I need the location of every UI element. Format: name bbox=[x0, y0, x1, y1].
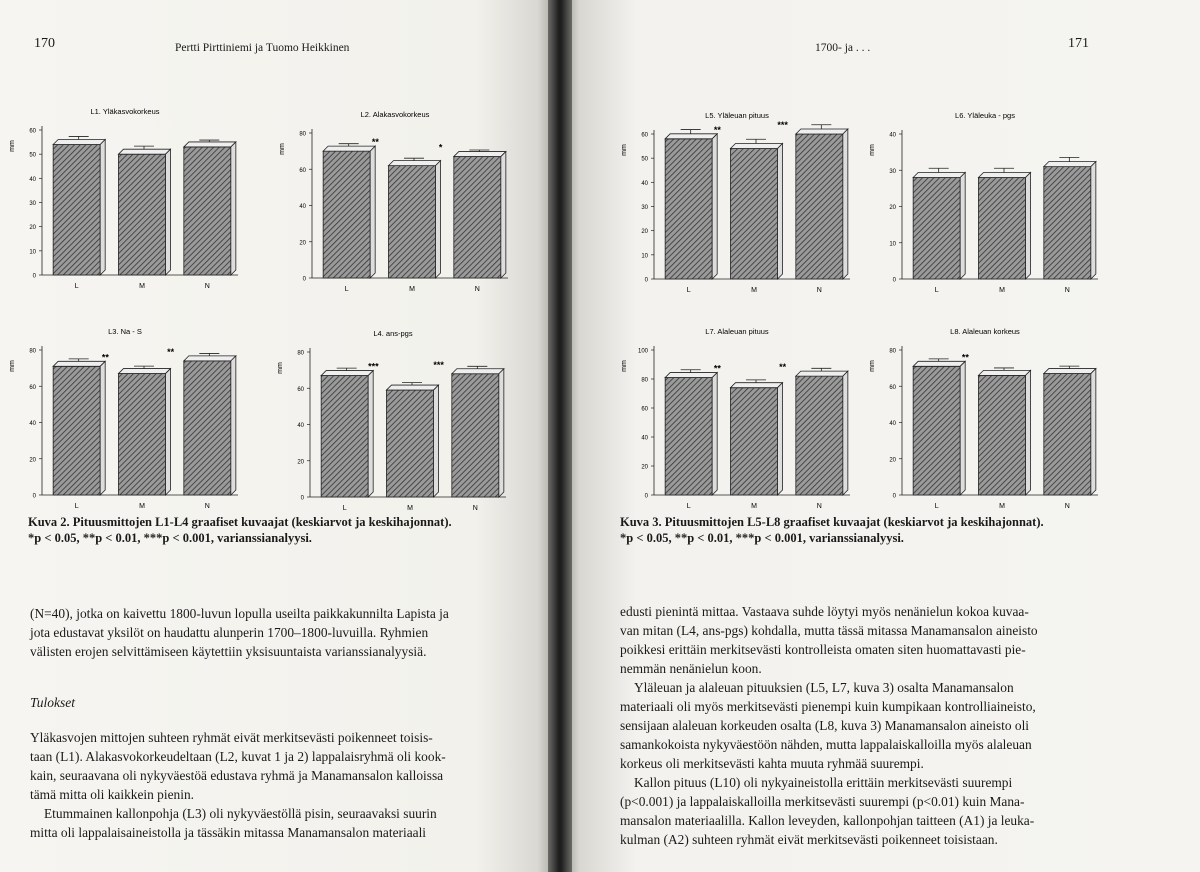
x-tick-label: M bbox=[139, 283, 145, 290]
text-line: jota edustavat yksilöt on haudattu alunperin 1700–1800-luvuilla. Ryhmien bbox=[30, 625, 429, 640]
bar-side bbox=[712, 134, 717, 279]
y-tick-label: 40 bbox=[299, 204, 306, 210]
bar bbox=[665, 378, 712, 495]
bar-side bbox=[368, 371, 373, 497]
y-axis-label: mm bbox=[279, 143, 286, 155]
bar-side bbox=[1091, 369, 1096, 495]
bar-side bbox=[501, 152, 506, 278]
y-tick-label: 0 bbox=[300, 495, 304, 502]
bar-chart bbox=[860, 320, 1110, 515]
x-tick-label: L bbox=[686, 503, 691, 510]
bar-top bbox=[184, 142, 236, 147]
bar-top bbox=[730, 383, 782, 388]
bar-chart bbox=[860, 104, 1110, 299]
bar bbox=[796, 134, 843, 279]
bar bbox=[730, 149, 777, 280]
bar-side bbox=[499, 369, 504, 497]
significance-marker: *** bbox=[777, 120, 788, 130]
bar-top bbox=[978, 173, 1030, 178]
bar bbox=[913, 366, 960, 495]
text-line: Etummainen kallonpohja (L3) oli nykyväestöllä pisin, seuraavaksi suurin bbox=[44, 806, 437, 821]
bar-top bbox=[321, 371, 373, 376]
y-tick-label: 20 bbox=[29, 225, 36, 232]
bar-top bbox=[796, 129, 848, 134]
chart-l1 bbox=[0, 100, 250, 295]
bar-side bbox=[166, 149, 171, 275]
text-line: samankokoista nykyväestöön nähden, mutta lappalaiskalloilla myös alaleuan bbox=[620, 737, 1032, 752]
bar-side bbox=[843, 129, 848, 279]
y-tick-label: 20 bbox=[641, 464, 648, 471]
y-tick-label: 40 bbox=[641, 435, 648, 442]
x-tick-label: N bbox=[204, 283, 210, 290]
chart-title: L3. Na - S bbox=[108, 327, 142, 336]
bar-side bbox=[1091, 162, 1096, 279]
bar-side bbox=[231, 356, 236, 495]
y-tick-label: 20 bbox=[29, 457, 36, 464]
y-axis-label: mm bbox=[9, 140, 16, 152]
significance-marker: ** bbox=[371, 137, 379, 148]
y-tick-label: 60 bbox=[641, 132, 648, 139]
x-tick-label: L bbox=[934, 503, 939, 510]
chart-l8 bbox=[860, 320, 1110, 515]
bar-side bbox=[100, 361, 105, 495]
bar bbox=[184, 147, 231, 275]
chart-title: L6. Yläleuka - pgs bbox=[955, 111, 1015, 120]
x-tick-label: L bbox=[74, 283, 79, 290]
x-tick-label: N bbox=[1064, 503, 1070, 510]
y-tick-label: 10 bbox=[889, 241, 896, 248]
y-tick-label: 100 bbox=[637, 348, 648, 355]
chart-l7 bbox=[612, 320, 862, 515]
bar-side bbox=[712, 373, 717, 495]
significance-marker: *** bbox=[433, 359, 444, 370]
bar bbox=[53, 145, 100, 276]
bar bbox=[730, 388, 777, 495]
text-line: sensijaan alaleuan korkeuden osalta (L8, kuva 3) Manamansalon aineisto oli bbox=[620, 718, 1030, 733]
chart-title: L8. Alaleuan korkeus bbox=[950, 327, 1020, 336]
bar bbox=[978, 178, 1025, 280]
x-tick-label: N bbox=[472, 505, 478, 512]
bar-side bbox=[1026, 173, 1031, 280]
bar-top bbox=[730, 144, 782, 149]
y-axis-label: mm bbox=[621, 144, 628, 156]
bar bbox=[454, 157, 501, 278]
caption-line: Kuva 2. Pituusmittojen L1-L4 graafiset kuvaajat (keskiarvot ja keskihajonnat). bbox=[28, 515, 452, 529]
y-axis-label: mm bbox=[277, 362, 284, 374]
y-tick-label: 80 bbox=[297, 350, 304, 357]
text-line: korkeus oli merkitsevästi kahta muuta ryhmää suurempi. bbox=[620, 756, 924, 771]
bar-top bbox=[118, 369, 170, 374]
text-line: Yläkasvojen mittojen suhteen ryhmät eivät merkitsevästi poikenneet toisis- bbox=[30, 730, 433, 745]
bar-side bbox=[436, 161, 441, 278]
bar-side bbox=[778, 383, 783, 495]
bar-chart bbox=[270, 103, 520, 298]
text-line: (N=40), jotka on kaivettu 1800-luvun lopulla useilta paikkakunnilta Lapista ja bbox=[30, 606, 449, 621]
y-tick-label: 10 bbox=[641, 253, 648, 260]
y-tick-label: 80 bbox=[29, 348, 36, 355]
y-tick-label: 0 bbox=[644, 493, 648, 500]
y-tick-label: 60 bbox=[29, 128, 36, 135]
bar-chart bbox=[612, 104, 862, 299]
bar-side bbox=[778, 144, 783, 280]
y-tick-label: 0 bbox=[32, 493, 36, 500]
text-line: nemmän nenänielun koon. bbox=[620, 661, 762, 676]
bar-chart bbox=[268, 322, 518, 517]
bar-top bbox=[53, 140, 105, 145]
paragraph-right bbox=[620, 602, 1038, 849]
y-tick-label: 20 bbox=[889, 457, 896, 464]
significance-marker: ** bbox=[713, 124, 721, 135]
y-tick-label: 0 bbox=[644, 277, 648, 284]
x-tick-label: N bbox=[816, 503, 822, 510]
y-tick-label: 50 bbox=[641, 156, 648, 163]
y-tick-label: 0 bbox=[32, 273, 36, 280]
bar bbox=[388, 166, 435, 278]
y-tick-label: 60 bbox=[299, 167, 306, 174]
bar-chart bbox=[0, 100, 250, 295]
y-tick-label: 60 bbox=[641, 406, 648, 413]
left-page bbox=[0, 0, 560, 872]
y-tick-label: 60 bbox=[297, 386, 304, 393]
bar bbox=[53, 366, 100, 495]
y-tick-label: 30 bbox=[29, 201, 36, 207]
bar-side bbox=[434, 385, 439, 497]
y-tick-label: 0 bbox=[302, 276, 306, 283]
bar-side bbox=[960, 173, 965, 280]
bar bbox=[118, 374, 165, 495]
bar-top bbox=[978, 370, 1030, 375]
x-tick-label: M bbox=[139, 503, 145, 510]
y-tick-label: 30 bbox=[889, 168, 896, 175]
x-tick-label: N bbox=[204, 503, 210, 510]
x-tick-label: L bbox=[344, 286, 349, 293]
x-tick-label: M bbox=[751, 287, 757, 294]
bar bbox=[323, 151, 370, 278]
bar-top bbox=[53, 361, 105, 366]
bar-top bbox=[1044, 162, 1096, 167]
bar bbox=[452, 374, 499, 497]
x-tick-label: M bbox=[751, 503, 757, 510]
bar bbox=[321, 376, 368, 497]
bar-side bbox=[1026, 370, 1031, 495]
y-tick-label: 40 bbox=[29, 421, 36, 427]
text-line: Kallon pituus (L10) oli nykyaineistolla erittäin merkitsevästi suurempi bbox=[634, 775, 1013, 790]
y-axis-label: mm bbox=[9, 360, 16, 372]
y-tick-label: 40 bbox=[641, 180, 648, 187]
text-line: materiaali oli myös merkitsevästi pienempi kuin kumpikaan kontrolliaineisto, bbox=[620, 699, 1036, 714]
bar-side bbox=[370, 146, 375, 278]
bar bbox=[1044, 374, 1091, 495]
y-axis-label: mm bbox=[621, 360, 628, 372]
caption-line: Kuva 3. Pituusmittojen L5-L8 graafiset kuvaajat (keskiarvot ja keskihajonnat). bbox=[620, 515, 1044, 529]
x-tick-label: L bbox=[686, 287, 691, 294]
bar bbox=[386, 390, 433, 497]
text-line: tämä mitta oli kaikkein pienin. bbox=[30, 787, 194, 802]
significance-marker: ** bbox=[101, 352, 109, 363]
bar-side bbox=[960, 361, 965, 495]
bar-chart bbox=[0, 320, 250, 515]
paragraph-left-2 bbox=[30, 728, 446, 842]
running-head-right: 1700- ja . . . bbox=[815, 42, 871, 54]
significance-marker: ** bbox=[713, 363, 721, 374]
text-line: välisten erojen selvittämiseen käytettiin yksisuuntaista varianssianalyysiä. bbox=[30, 644, 427, 659]
y-tick-label: 20 bbox=[641, 229, 648, 236]
text-line: Yläleuan ja alaleuan pituuksien (L5, L7, kuva 3) osalta Manamansalon bbox=[634, 680, 1014, 695]
bar-top bbox=[454, 152, 506, 157]
text-line: mansalon materiaalilla. Kallon leveyden, kallonpohjan taitteen (A1) ja leuka- bbox=[620, 813, 1035, 828]
text-line: taan (L1). Alakasvokorkeudeltaan (L2, kuvat 1 ja 2) lappalaisryhmä oli kook- bbox=[30, 749, 446, 764]
right-page bbox=[560, 0, 1200, 872]
chart-title: L5. Yläleuan pituus bbox=[705, 111, 769, 120]
text-line: mitta oli lappalaisaineistolla ja tässäkin mitassa Manamansalon materiaali bbox=[30, 825, 427, 840]
x-tick-label: L bbox=[934, 287, 939, 294]
y-tick-label: 20 bbox=[889, 205, 896, 211]
x-tick-label: L bbox=[74, 503, 79, 510]
figure-caption-left bbox=[28, 514, 452, 546]
book-spine bbox=[548, 0, 572, 872]
y-axis-label: mm bbox=[869, 144, 876, 156]
bar-side bbox=[843, 371, 848, 495]
y-tick-label: 40 bbox=[889, 132, 896, 139]
bar-top bbox=[1044, 369, 1096, 374]
text-line: poikkesi erittäin merkitsevästi kontrolleista omaten siten huomattavasti pie- bbox=[620, 642, 1026, 657]
section-heading: Tulokset bbox=[30, 695, 76, 710]
paragraph-left-1 bbox=[30, 604, 449, 661]
bar-top bbox=[913, 361, 965, 366]
significance-marker: ** bbox=[779, 362, 787, 373]
y-tick-label: 20 bbox=[297, 459, 304, 466]
bar bbox=[665, 139, 712, 279]
x-tick-label: N bbox=[1064, 287, 1070, 294]
chart-l4 bbox=[268, 322, 518, 517]
significance-marker: ** bbox=[961, 352, 969, 363]
y-tick-label: 50 bbox=[29, 152, 36, 159]
y-tick-label: 60 bbox=[889, 384, 896, 391]
significance-marker: * bbox=[438, 142, 443, 153]
y-tick-label: 40 bbox=[889, 421, 896, 427]
chart-title: L1. Yläkasvokorkeus bbox=[90, 107, 160, 116]
chart-title: L7. Alaleuan pituus bbox=[705, 327, 769, 336]
text-line: kain, seuraavana oli nykyväestöä edustava ryhmä ja Manamansalon kalloissa bbox=[30, 768, 444, 783]
chart-l6 bbox=[860, 104, 1110, 299]
x-tick-label: M bbox=[999, 287, 1005, 294]
bar-side bbox=[100, 140, 105, 276]
x-tick-label: L bbox=[342, 505, 347, 512]
text-line: kulman (A2) suhteen ryhmät eivät merkitsevästi poikenneet toisistaan. bbox=[620, 832, 998, 847]
chart-l3 bbox=[0, 320, 250, 515]
y-tick-label: 20 bbox=[299, 240, 306, 247]
y-axis-label: mm bbox=[869, 360, 876, 372]
x-tick-label: N bbox=[474, 286, 480, 293]
bar bbox=[978, 375, 1025, 495]
bar-top bbox=[452, 369, 504, 374]
y-tick-label: 40 bbox=[29, 176, 36, 183]
significance-marker: *** bbox=[368, 361, 379, 372]
bar-side bbox=[231, 142, 236, 275]
running-head-left: Pertti Pirttiniemi ja Tuomo Heikkinen bbox=[175, 42, 350, 54]
bar bbox=[184, 361, 231, 495]
bar-top bbox=[388, 161, 440, 166]
bar-top bbox=[118, 149, 170, 154]
y-tick-label: 40 bbox=[297, 423, 304, 429]
y-tick-label: 80 bbox=[299, 131, 306, 138]
caption-line: *p < 0.05, **p < 0.01, ***p < 0.001, varianssianalyysi. bbox=[28, 531, 312, 545]
bar-top bbox=[665, 134, 717, 139]
figure-caption-right bbox=[620, 514, 1044, 546]
text-line: (p<0.001) ja lappalaiskalloilla merkitsevästi suurempi (p<0.01) kuin Mana- bbox=[620, 794, 1025, 809]
chart-title: L2. Alakasvokorkeus bbox=[360, 110, 430, 119]
bar-top bbox=[184, 356, 236, 361]
bar-side bbox=[166, 369, 171, 495]
y-tick-label: 80 bbox=[641, 377, 648, 384]
bar-top bbox=[796, 371, 848, 376]
page-number-left: 170 bbox=[34, 36, 55, 51]
x-tick-label: M bbox=[407, 505, 413, 512]
x-tick-label: N bbox=[816, 287, 822, 294]
chart-title: L4. ans-pgs bbox=[373, 329, 413, 338]
chart-l2 bbox=[270, 103, 520, 298]
bar-top bbox=[386, 385, 438, 390]
y-tick-label: 60 bbox=[29, 384, 36, 391]
x-tick-label: M bbox=[409, 286, 415, 293]
chart-l5 bbox=[612, 104, 862, 299]
y-tick-label: 30 bbox=[641, 205, 648, 211]
y-tick-label: 80 bbox=[889, 348, 896, 355]
bar-chart bbox=[612, 320, 862, 515]
bar bbox=[118, 154, 165, 275]
significance-marker: ** bbox=[167, 346, 175, 357]
bar-top bbox=[323, 146, 375, 151]
bar bbox=[913, 178, 960, 280]
bar-top bbox=[665, 373, 717, 378]
x-tick-label: M bbox=[999, 503, 1005, 510]
caption-line: *p < 0.05, **p < 0.01, ***p < 0.001, varianssianalyysi. bbox=[620, 531, 904, 545]
bar bbox=[796, 376, 843, 495]
text-line: edusti pienintä mittaa. Vastaava suhde löytyi myös nenänielun kokoa kuvaa- bbox=[620, 604, 1029, 619]
y-tick-label: 0 bbox=[892, 493, 896, 500]
text-line: van mitan (L4, ans-pgs) kohdalla, mutta tässä mitassa Manamansalon aineisto bbox=[620, 623, 1038, 638]
bar bbox=[1044, 167, 1091, 279]
bar-top bbox=[913, 173, 965, 178]
page-number-right: 171 bbox=[1068, 36, 1089, 51]
y-tick-label: 0 bbox=[892, 277, 896, 284]
y-tick-label: 10 bbox=[29, 249, 36, 256]
